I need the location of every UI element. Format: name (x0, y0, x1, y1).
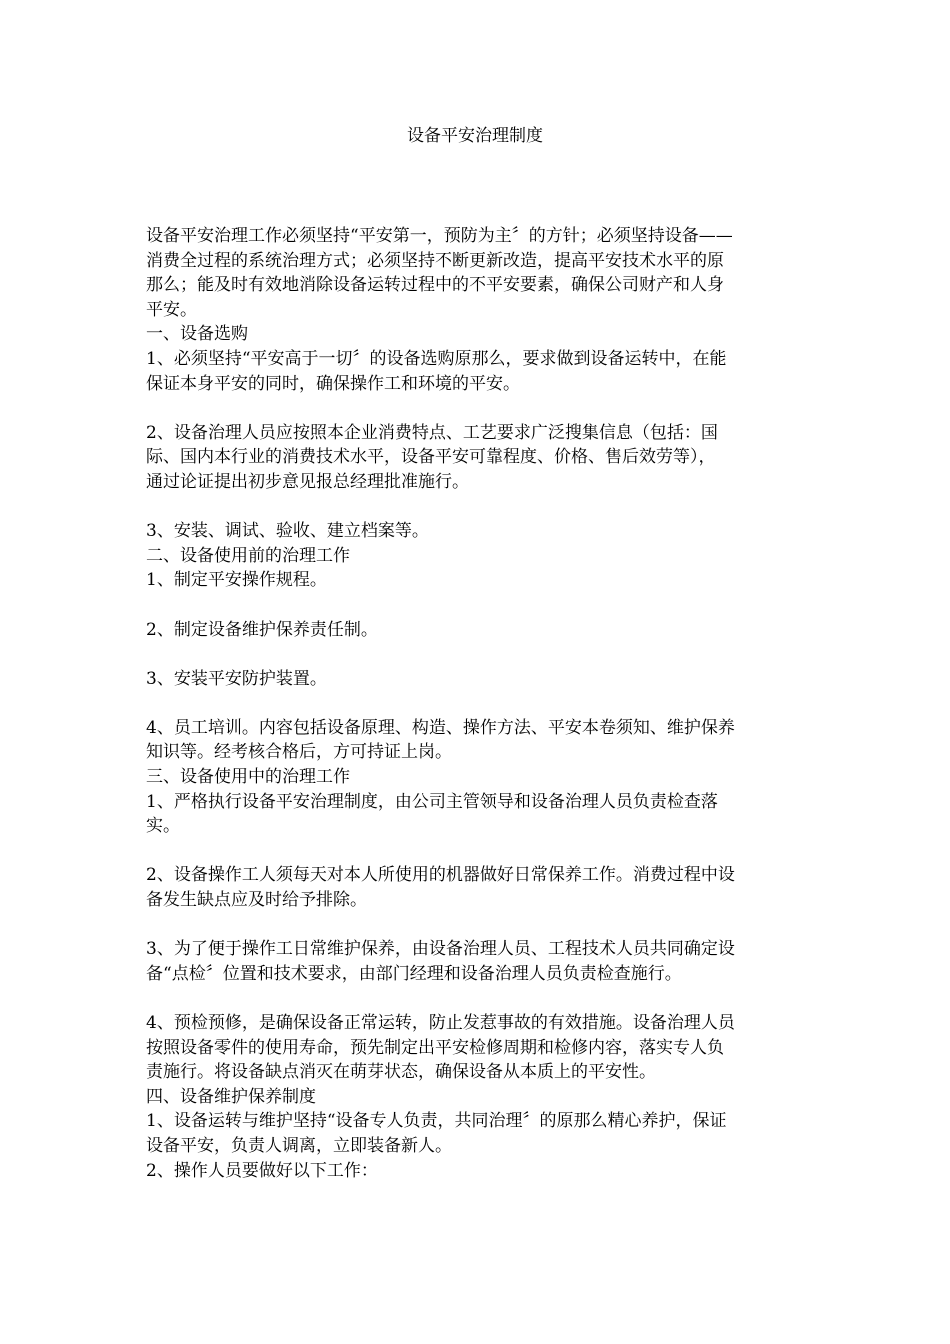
paragraph-gap (146, 986, 808, 1011)
paragraph-line: 责施行。将设备缺点消灭在萌芽状态，确保设备从本质上的平安性。 (146, 1062, 656, 1083)
document-body (146, 224, 808, 1183)
paragraph-line: 保证本身平安的同时，确保操作工和环境的平安。 (146, 373, 520, 394)
paragraph-line: 通过论证提出初步意见报总经理批准施行。 (146, 471, 469, 492)
paragraph-gap (146, 593, 808, 618)
paragraph-line: 知识等。经考核合格后，方可持证上岗。 (146, 742, 452, 763)
section-heading: 四、设备维护保养制度 (146, 1086, 316, 1107)
paragraph-gap (146, 839, 808, 864)
paragraph-line: 实。 (146, 816, 180, 837)
paragraph-line: 1、设备运转与维护坚持“设备专人负责，共同治理〞的原那么精心养护，保证 (146, 1111, 727, 1132)
paragraph-line: 2、制定设备维护保养责任制。 (146, 619, 378, 640)
paragraph-line: 2、设备操作工人须每天对本人所使用的机器做好日常保养工作。消费过程中设 (146, 865, 735, 886)
intro-line: 平安。 (146, 299, 197, 320)
paragraph-gap (146, 495, 808, 520)
paragraph-line: 设备平安，负责人调离，立即装备新人。 (146, 1135, 452, 1156)
intro-line: 消费全过程的系统治理方式；必须坚持不断更新改造，提高平安技术水平的原 (146, 250, 724, 271)
paragraph-line: 按照设备零件的使用寿命，预先制定出平安检修周期和检修内容，落实专人负 (146, 1037, 724, 1058)
paragraph-line: 3、安装、调试、验收、建立档案等。 (146, 521, 429, 542)
paragraph-line: 际、国内本行业的消费技术水平，设备平安可靠程度、价格、售后效劳等）， (146, 447, 716, 468)
intro-line: 设备平安治理工作必须坚持“平安第一，预防为主〞的方针；必须坚持设备—— (146, 226, 733, 246)
paragraph-line: 1、严格执行设备平安治理制度，由公司主管领导和设备治理人员负责检查落 (146, 791, 718, 812)
paragraph-line: 3、安装平安防护装置。 (146, 668, 327, 689)
document-title: 设备平安治理制度 (407, 126, 543, 146)
paragraph-gap (146, 691, 808, 716)
paragraph-line: 备“点检〞位置和技术要求，由部门经理和设备治理人员负责检查施行。 (146, 963, 682, 984)
paragraph-line: 4、员工培训。内容包括设备原理、构造、操作方法、平安本卷须知、维护保养 (146, 717, 735, 738)
paragraph-gap (146, 642, 808, 667)
paragraph-line: 2、设备治理人员应按照本企业消费特点、工艺要求广泛搜集信息（包括：国 (146, 422, 718, 443)
paragraph-line: 4、预检预修，是确保设备正常运转，防止发惹事故的有效措施。设备治理人员 (146, 1013, 735, 1033)
paragraph-line: 1、制定平安操作规程。 (146, 570, 327, 591)
paragraph-gap (146, 913, 808, 938)
paragraph-line: 3、为了便于操作工日常维护保养，由设备治理人员、工程技术人员共同确定设 (146, 939, 735, 960)
paragraph-line: 备发生缺点应及时给予排除。 (146, 890, 367, 911)
paragraph-line: 1、必须坚持“平安高于一切〞的设备选购原那么，要求做到设备运转中，在能 (146, 348, 727, 369)
section-heading: 二、设备使用前的治理工作 (146, 545, 350, 566)
paragraph-gap (146, 396, 808, 421)
section-heading: 一、设备选购 (146, 324, 248, 345)
paragraph-line: 2、操作人员要做好以下工作： (146, 1160, 378, 1181)
intro-line: 那么；能及时有效地消除设备运转过程中的不平安要素，确保公司财产和人身 (146, 275, 724, 296)
section-heading: 三、设备使用中的治理工作 (146, 767, 350, 788)
